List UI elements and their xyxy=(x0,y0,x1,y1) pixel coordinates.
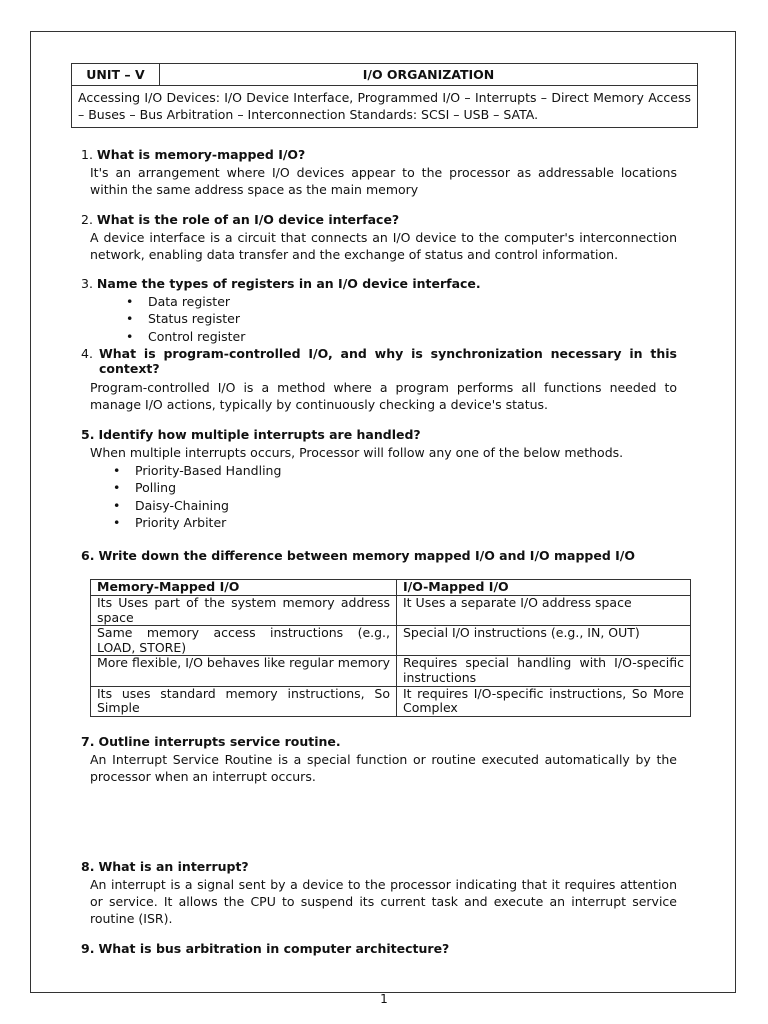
question-4 xyxy=(81,346,677,376)
answer-7: An Interrupt Service Routine is a special function or routine executed automatically by the processor when an interrupt occurs. xyxy=(90,752,677,785)
answer-2: A device interface is a circuit that connects an I/O device to the computer's interconnection network, enabling data transfer and the exchange of status and control information. xyxy=(90,230,677,263)
question-number: 8. xyxy=(81,859,95,874)
interrupt-methods-list xyxy=(113,462,281,532)
list-item: • Daisy-Chaining xyxy=(113,497,281,514)
table-row xyxy=(91,626,691,656)
question-8 xyxy=(81,859,249,874)
question-number: 7. xyxy=(81,734,95,749)
question-number: 6. xyxy=(81,548,95,563)
question-text: Outline interrupts service routine. xyxy=(98,734,341,749)
register-list xyxy=(126,293,245,345)
column-header: I/O-Mapped I/O xyxy=(397,580,691,596)
question-number: 1. xyxy=(81,147,93,162)
question-3 xyxy=(81,276,481,291)
table-cell: It requires I/O-specific instructions, So More Complex xyxy=(397,686,691,716)
question-2 xyxy=(81,212,399,227)
table-cell: Requires special handling with I/O-specific instructions xyxy=(397,656,691,686)
unit-label: UNIT – V xyxy=(72,64,160,86)
list-item: • Data register xyxy=(126,293,245,310)
question-number: 3. xyxy=(81,276,93,291)
question-1 xyxy=(81,147,305,162)
question-7 xyxy=(81,734,341,749)
answer-5-intro: When multiple interrupts occurs, Processor will follow any one of the below methods. xyxy=(90,445,624,460)
question-text: What is the role of an I/O device interface? xyxy=(96,212,400,227)
question-number: 5. xyxy=(81,427,95,442)
list-item: • Priority-Based Handling xyxy=(113,462,281,479)
table-cell: Its uses standard memory instructions, So Simple xyxy=(91,686,397,716)
table-cell: Same memory access instructions (e.g., LOAD, STORE) xyxy=(91,626,397,656)
list-item: • Status register xyxy=(126,310,245,327)
question-5 xyxy=(81,427,421,442)
question-text: What is memory-mapped I/O? xyxy=(96,147,306,162)
question-text: Name the types of registers in an I/O device interface. xyxy=(96,276,481,291)
table-cell: It Uses a separate I/O address space xyxy=(397,596,691,626)
question-number: 9. xyxy=(81,941,95,956)
list-item: • Polling xyxy=(113,479,281,496)
list-item: • Control register xyxy=(126,328,245,345)
column-header: Memory-Mapped I/O xyxy=(91,580,397,596)
table-row xyxy=(91,596,691,626)
unit-title: I/O ORGANIZATION xyxy=(160,64,698,86)
question-text-line2: context? xyxy=(99,361,160,376)
table-row xyxy=(91,686,691,716)
question-text-line1: What is program-controlled I/O, and why is synchronization necessary in this xyxy=(99,346,677,361)
table-cell: Its Uses part of the system memory address space xyxy=(91,596,397,626)
question-text: Identify how multiple interrupts are handled? xyxy=(98,427,421,442)
table-cell: Special I/O instructions (e.g., IN, OUT) xyxy=(397,626,691,656)
table-row xyxy=(91,656,691,686)
list-item: • Priority Arbiter xyxy=(113,514,281,531)
page-number: 1 xyxy=(380,992,388,1006)
answer-8: An interrupt is a signal sent by a device to the processor indicating that it requires attention or service. It allows the CPU to suspend its current task and execute an interrupt service routine (ISR). xyxy=(90,877,677,927)
answer-1: It's an arrangement where I/O devices appear to the processor as addressable locations within the same address space as the main memory xyxy=(90,165,677,198)
question-text: What is bus arbitration in computer architecture? xyxy=(98,941,450,956)
question-6 xyxy=(81,548,635,563)
question-text: Write down the difference between memory mapped I/O and I/O mapped I/O xyxy=(98,548,635,563)
question-number: 2. xyxy=(81,212,93,227)
syllabus-text: Accessing I/O Devices: I/O Device Interface, Programmed I/O – Interrupts – Direct Memory Access – Buses – Bus Arbitration – Interconnection Standards: SCSI – USB – SATA. xyxy=(72,86,698,128)
question-number: 4. xyxy=(81,346,93,361)
unit-header-table xyxy=(71,63,698,128)
table-cell: More flexible, I/O behaves like regular memory xyxy=(91,656,397,686)
comparison-table xyxy=(90,579,691,717)
question-text: What is an interrupt? xyxy=(98,859,249,874)
question-9 xyxy=(81,941,449,956)
answer-4: Program-controlled I/O is a method where a program performs all functions needed to manage I/O actions, typically by continuously checking a device's status. xyxy=(90,380,677,413)
